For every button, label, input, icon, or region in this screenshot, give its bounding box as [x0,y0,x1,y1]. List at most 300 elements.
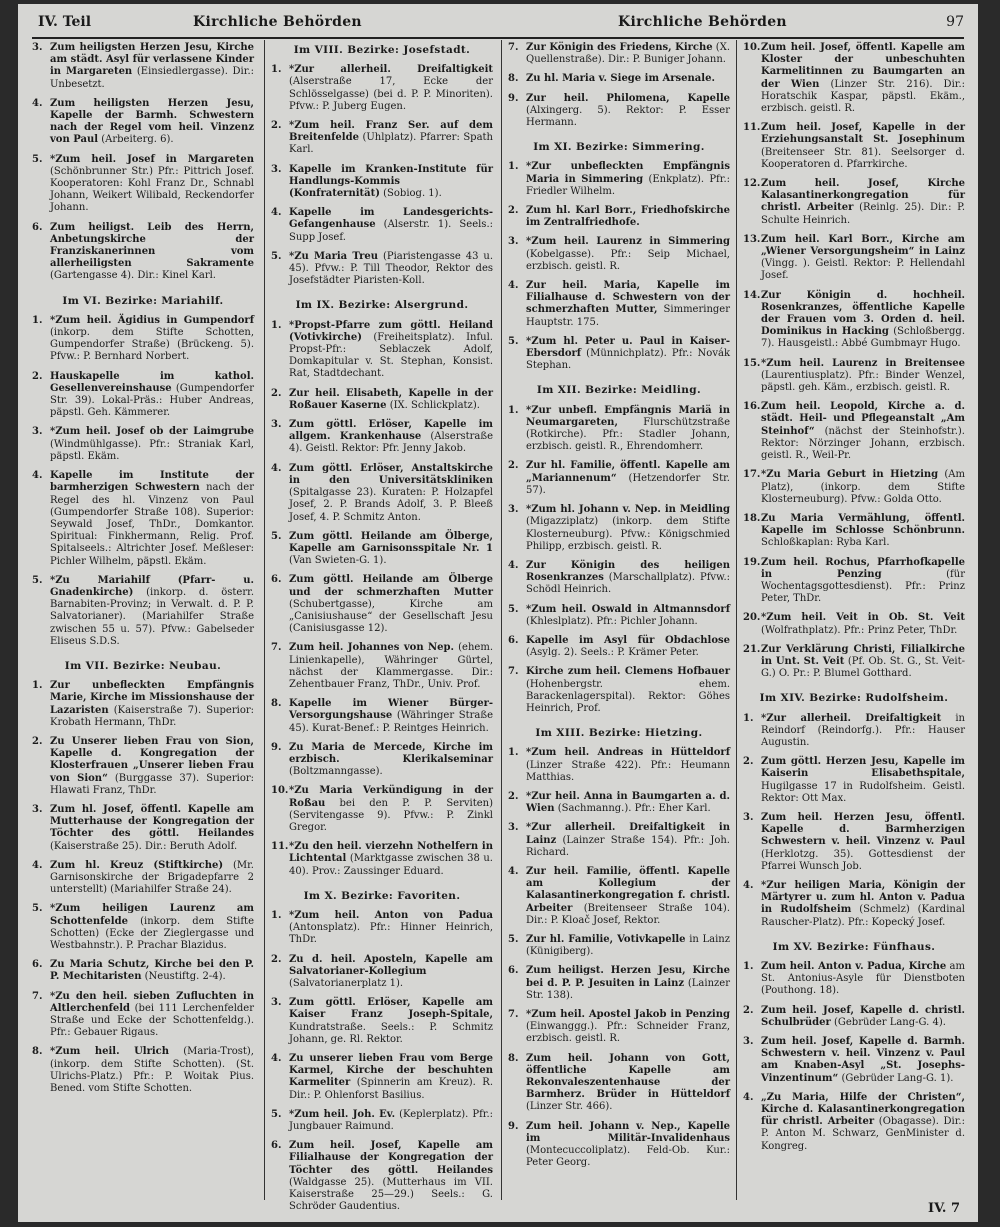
entry-name: *Zum heil. Laurenz in Breitensee [761,357,965,369]
entry-details: (Breitenseer Str. 81). Seelsorger d. Kooperatoren d. Pfarrkirche. [761,146,965,170]
entry-number: 3. [32,803,43,815]
entry-number: 7. [508,1009,519,1020]
entry-name: *Zum heil. Ägidius in Gumpendorf [50,314,254,326]
church-entry [743,1036,965,1085]
entry-number: 9. [508,92,519,104]
church-entry [271,1140,493,1213]
entry-name: *Zur heil. Anna in Baumgarten a. d. Wien [526,790,730,815]
entry-name: Zum heil. Josef, Kirche Kalasantinerkongregation für christl. Arbeiter [761,178,965,214]
entry-number: 3. [271,997,282,1009]
entry-details: (Migazziplatz) (inkorp. dem Stifte Klosterneuburg). Pfvw.: Königschmied Philipp, erzbisch. geistl. R. [526,516,730,552]
entry-name: *Zum heil. Oswald in Altmannsdorf [526,603,730,615]
entry-number: 5. [271,250,282,262]
entry-number: 6. [508,634,519,646]
entry-details: (Einsiedlergasse). Dir.: Unbesetzt. [50,66,254,90]
entry-number: 3. [32,426,43,438]
church-entry [743,557,965,606]
church-entry [743,401,965,462]
entry-number: 1. [508,404,519,416]
entry-name: Zur Königin des Friedens, Kirche [526,42,713,53]
entry-name: *Zur heiligen Maria, Königin der Märtyrer u. zum hl. Anton v. Padua in Rudolfsheim [761,879,965,916]
district-heading: Im IX. Bezirke: Alsergrund. [295,299,469,312]
entry-name: Zum heil. Josef, Kapelle in der Erziehungsanstalt St. Josephinum [761,122,965,146]
entry-name: Zum heiligsten Herzen Jesu, Kirche am städt. Asyl für verlassene Kinder in Margareten [50,42,254,78]
entry-details: (Herklotzg. 35). Gottesdienst der Pfarrei Wunsch Job. [761,848,965,872]
district-heading: Im XIV. Bezirke: Rudolfsheim. [759,692,949,705]
church-entry [508,791,730,815]
church-entry [508,666,730,715]
entry-number: 1. [508,747,519,759]
church-entry [508,460,730,497]
entry-name: Zum heil. Josef, öffentl. Kapelle am Kloster der unbeschuhten Karmelitinnen zu Baumgarten an der Wien [761,42,965,90]
entry-number: 1. [32,680,43,692]
church-entry [743,880,965,929]
entry-details: (bei 111 Lerchenfelder Straße und Ecke der Schottenfeldg.). Pfr.: Gebauer Rigaus. [50,1002,254,1039]
church-entry [508,1009,730,1046]
entry-number: 5. [508,933,519,945]
district-heading: Im X. Bezirke: Favoriten. [303,889,461,902]
entry-number: 2. [32,735,43,747]
church-entry [32,860,254,897]
entry-number: 5. [508,603,519,615]
entry-name: Zum göttl. Heilande am Ölberge und der schmerzhaften Mutter [289,574,493,598]
entry-name: Zum heil. Anton v. Padua, Kirche [761,961,947,972]
entry-name: *Zu den heil. vierzehn Nothelfern in Lichtental [289,841,493,865]
church-entry [743,812,965,873]
entry-name: Zum hl. Kreuz (Stiftkirche) [50,859,224,871]
entry-details: (Gumpendorfer Str. 39). Lokal-Präs.: Huber Andreas, päpstl. Geh. Kämmerer. [50,382,254,419]
entry-details: (inkorp. dem Stifte Schotten) (Ecke der Zieglergasse und Westbahnstr.). P. Prachar Blazidus. [50,915,254,951]
entry-number: 4. [743,1091,754,1103]
entry-details: (Maria-Trost), (inkorp. dem Stifte Schotten). (St. Ulrichs-Platz.) Pfr.: P. Woitak Pius. Bened. vom Stifte Schotten. [50,1046,254,1095]
district-heading: Im VII. Bezirke: Neubau. [64,659,222,672]
part-label: IV. Teil [38,14,92,30]
entry-number: 6. [32,959,43,971]
entry-details: (Waldgasse 25). (Mutterhaus im VII. Kaiserstraße 25—29.) Seels.: G. Schröder Gaudentius. [289,1176,493,1213]
entry-name: Zu unserer lieben Frau vom Berge Karmel, Kirche der beschuhten Karmeliter [289,1053,493,1089]
entry-name: *Zu Maria Treu [289,250,378,262]
entry-number: 5. [32,574,43,586]
column-4 [743,42,965,1192]
entry-details: (Kobelgasse). Pfr.: Seip Michael, erzbisch. geistl. R. [526,248,730,272]
column-divider [501,40,502,1200]
entry-number: 2. [743,756,754,768]
entry-details: (Wolfrathplatz). Pfr.: Prinz Peter, ThDr. [761,624,958,636]
entry-name: Zur Verklärung Christi, Filialkirche in Unt. St. Veit [761,643,965,667]
entry-name: „Zu Maria, Hilfe der Christen“, Kirche d. Kalasantinerkongregation für christl. Arbeiter [761,1091,965,1128]
entry-number: 5. [271,1108,282,1120]
church-entry [32,426,254,463]
church-entry [271,531,493,568]
entry-name: *Zum heil. Laurenz in Simmering [526,236,730,248]
entry-number: 19. [743,556,761,568]
church-entry [743,178,965,227]
entry-number: 4. [743,879,754,891]
church-entry [508,336,730,373]
entry-name: Kapelle im Landesgerichts-Gefangenhause [289,207,493,231]
district-heading: Im XIII. Bezirke: Hietzing. [535,727,703,740]
entry-name: *Zum heil. Joh. Ev. [289,1108,396,1120]
entry-details: (Linzer Str. 466). [526,1101,613,1113]
entry-name: Zu Maria Vermählung, öffentl. Kapelle im Schlosse Schönbrunn. [761,512,965,537]
church-entry [32,470,254,568]
entry-details: (Burggasse 37). Superior: Hlawati Franz, ThDr. [50,772,254,796]
church-entry [32,98,254,147]
header-title-left: Kirchliche Behörden [193,14,362,30]
entry-details: (Münnichplatz). Pfr.: Novák Stephan. [526,348,730,372]
entry-details: (Kaiserstraße 25). Dir.: Beruth Adolf. [50,840,238,852]
entry-details: (Reinlg. 25). Dir.: P. Schulte Heinrich. [761,202,965,226]
entry-number: 15. [743,357,761,369]
entry-name: Zum heil. Johannes von Nep. [289,642,455,654]
entry-name: Zum heil. Johann von Gott, öffentliche Kapelle am Rekonvaleszentenhause der Barmherz. Brüder in Hütteldorf [526,1052,730,1101]
entry-name: *Zum heil. Apostel Jakob in Penzing [526,1009,730,1020]
entry-number: 3. [743,1036,754,1048]
entry-details: (Schloßbergg. 7). Hausgeistl.: Abbé Gumbmayr Hugo. [761,326,965,350]
entry-name: Zur Königin des heiligen Rosenkranzes [526,559,730,584]
church-entry [271,207,493,244]
entry-name: *Zu den heil. sieben Zufluchten in Altlerchenfeld [50,990,254,1014]
entry-number: 8. [508,73,519,85]
church-entry [271,1053,493,1102]
entry-details: (Einwanggg.). Pfr.: Schneider Franz, erzbisch. geistl. R. [526,1021,730,1045]
column-divider [736,40,737,1200]
entry-number: 6. [32,221,43,233]
church-entry [508,747,730,784]
entry-name: Zu Maria Schutz, Kirche bei den P. P. Mechitaristen [50,959,254,983]
church-entry [32,680,254,729]
entry-details: Kundratstraße. Seels.: P. Schmitz Johann, ge. Rl. Rektor. [289,1021,493,1045]
church-entry [508,604,730,628]
entry-number: 12. [743,178,761,190]
district-heading: Im XII. Bezirke: Meidling. [536,384,702,397]
church-entry [32,42,254,91]
church-entry [743,358,965,395]
column-1 [32,42,254,1192]
church-entry [508,1053,730,1114]
entry-name: Zum heiligst. Leib des Herrn, Anbetungskirche der Franziskanerinnen vom allerheiligsten Sakramente [50,221,254,270]
district-heading: Im VI. Bezirke: Mariahilf. [62,294,224,307]
entry-details: in Reindorf (Reindorfg.). Pfr.: Hauser Augustin. [761,712,965,748]
entry-number: 1. [743,712,754,724]
church-entry [271,64,493,113]
entry-number: 5. [32,153,43,165]
entry-number: 9. [271,741,282,753]
entry-number: 3. [743,811,754,823]
church-entry [508,42,730,66]
entry-name: Zum heil. Josef, Kapelle d. christl. Schulbrüder [761,1004,965,1028]
church-entry [508,280,730,329]
entry-name: *Zum hl. Johann v. Nep. in Meidling [526,504,730,516]
entry-details: (Enkplatz). Pfr.: Friedler Wilhelm. [526,173,730,197]
entry-details: (Windmühlgasse). Pfr.: Straniak Karl, päpstl. Ekäm. [50,438,254,462]
entry-number: 21. [743,643,761,655]
church-entry [743,513,965,550]
entry-name: Zur heil. Philomena, Kapelle [526,92,730,104]
entry-name: Kapelle im Wiener Bürger-Versorgungshause [289,698,493,722]
entry-number: 2. [508,460,519,472]
entry-details: (Breitenseer Straße 104). Dir.: P. Kloač Josef, Rektor. [526,902,730,926]
running-header [18,10,978,36]
entry-number: 3. [32,42,43,53]
church-entry [32,959,254,983]
entry-number: 8. [508,1052,519,1064]
entry-details: (Salvatorianerplatz 1). [289,978,404,989]
church-entry [271,320,493,381]
entry-number: 4. [32,470,43,482]
entry-number: 14. [743,289,761,301]
entry-number: 2. [271,953,282,965]
entry-details: (Gartengasse 4). Dir.: Kinel Karl. [50,270,216,282]
entry-number: 5. [508,335,519,347]
entry-name: Zum göttl. Erlöser, Kapelle am Kaiser Franz Joseph-Spitale, [289,997,493,1021]
entry-details: (Keplerplatz). Pfr.: Jungbauer Raimund. [289,1108,494,1133]
header-title-right: Kirchliche Behörden [618,14,787,30]
church-entry [508,965,730,1002]
entry-name: *Zur unbefl. Empfängnis Mariä in Neumargareten, [526,404,730,428]
church-entry [32,903,254,952]
entry-number: 8. [271,698,282,710]
entry-details: (Pf. Ob. St. G., St. Veit-G.) O. Pr.: P. Blumel Gotthard. [761,655,965,680]
entry-name: *Zu Maria Verkündigung in der Roßau [289,785,493,809]
church-entry [271,574,493,635]
entry-number: 5. [271,530,282,542]
entry-number: 18. [743,512,761,524]
church-entry [743,612,965,636]
entry-number: 4. [508,559,519,571]
entry-name: *Zum heil. Josef in Margareten [50,153,254,165]
entry-number: 4. [32,97,43,109]
entry-details: (ehem. Linienkapelle), Währinger Gürtel, nächst der Klammergasse. Dir.: Zehentbauer Franz, ThDr., Univ. Prof. [289,642,493,690]
entry-name: Hauskapelle im kathol. Gesellenvereinshause [50,370,254,394]
church-entry [508,822,730,859]
entry-details: (nächst der Steinhofstr.). Rektor: Nörzinger Johann, erzbisch. geistl. R., Weil-Pr. [761,425,965,462]
entry-details: (Laurentiusplatz). Pfr.: Binder Wenzel, päpstl. geh. Käm., erzbisch. geistl. R. [761,369,965,394]
entry-name: Zum heil. Leopold, Kirche a. d. städt. Heil- und Pflegeanstalt „Am Steinhof“ [761,401,965,437]
church-entry [271,841,493,878]
church-entry [743,122,965,171]
entry-details: (Gebrüder Lang-G. 4). [834,1016,946,1028]
church-entry [271,251,493,288]
entry-details: (Spitalgasse 23). Kuraten: P. Holzapfel Josef, 2. P. Brands Adolf, 3. P. Bleeß Josef, 4. P. Schmitz Anton. [289,487,493,523]
entry-name: Zum heiligst. Herzen Jesu, Kirche bei d. P. P. Jesuiten in Lainz [526,965,730,989]
entry-name: *Zum hl. Peter u. Paul in Kaiser-Ebersdorf [526,335,730,360]
entry-details: (Lainzer Str. 138). [526,977,730,1001]
entry-details: (Boltzmanngasse). [289,766,383,778]
entry-name: Zum hl. Karl Borr., Friedhofskirche im Zentralfriedhofe. [526,205,730,229]
entry-details: (Marktgasse zwischen 38 u. 40). Prov.: Zaussinger Eduard. [289,853,493,877]
entry-details: Schloßkaplan: Ryba Karl. [761,537,890,549]
entry-number: 17. [743,469,761,481]
entry-number: 1. [508,161,519,173]
church-entry [508,504,730,553]
entry-name: *Zum heil. Ulrich [50,1046,170,1058]
entry-details: (Van Swieten-G. 1). [289,555,387,567]
church-entry [508,73,730,85]
entry-number: 9. [508,1120,519,1132]
entry-name: Zum heil. Josef, Kapelle d. Barmh. Schwestern v. heil. Vinzenz v. Paul am Knaben-Asyl „St. Josephs-Vinzentinum“ [761,1036,965,1084]
entry-name: Zum heil. Rochus, Pfarrhofkapelle in Penzing [761,556,965,580]
entry-number: 11. [743,122,761,134]
entry-number: 3. [508,236,519,248]
entry-name: *Zur allerheil. Dreifaltigkeit in Lainz [526,822,730,846]
church-entry [271,388,493,412]
entry-name: Zum göttl. Erlöser, Anstaltskirche in den Universitätskliniken [289,462,493,486]
church-entry [508,560,730,597]
entry-number: 2. [32,370,43,382]
entry-details: (Hohenbergstr. ehem. Barackenlagerspital). Rektor: Göhes Heinrich, Prof. [526,678,730,714]
church-entry [508,866,730,927]
church-entry [743,1092,965,1153]
entry-details: (für Wochentagsgottesdienst). Pfr.: Prinz Peter, ThDr. [761,568,965,605]
entry-number: 6. [271,574,282,586]
church-entry [508,934,730,958]
entry-details: (Montecuccoliplatz). Feld-Ob. Kur.: Peter Georg. [526,1145,730,1169]
entry-details: (Schmelz) (Kardinal Rauscher-Platz). Pfr.: Kopecký Josef. [761,904,965,928]
entry-details: (Hetzendorfer Str. 57). [526,472,730,496]
church-entry [32,371,254,420]
page-number: 97 [946,14,964,30]
entry-name: Zu d. heil. Aposteln, Kapelle am Salvatorianer-Kollegium [289,953,493,977]
church-entry [32,804,254,853]
church-entry [743,713,965,750]
entry-number: 6. [271,1140,282,1152]
entry-number: 4. [271,1053,282,1065]
district-heading: Im XV. Bezirke: Fünfhaus. [772,940,936,953]
entry-name: *Zu Maria Geburt in Hietzing [761,469,939,481]
entry-name: *Zum heil. Veit in Ob. St. Veit [761,612,965,624]
entry-details: am St. Antonius-Asyle für Dienstboten (Pouthong. 18). [761,961,965,997]
entry-details: (Schönbrunner Str.) Pfr.: Pittrich Josef. Kooperatoren: Kohl Franz Dr., Schnabl Johann, Weikert Wilibald, Reckendorfer Johann. [50,165,254,214]
church-entry [32,991,254,1040]
entry-number: 1. [32,314,43,326]
entry-details: Flurschützstraße (Rotkirche). Pfr.: Stadler Johann, erzbisch. geistl. R., Ehrendomherr. [526,416,730,453]
entry-name: *Zu Mariahilf (Pfarr- u. Gnadenkirche) [50,574,254,598]
entry-name: Zu Unserer lieben Frau von Sion, Kapelle d. Kongregation der Klosterfrauen „Unserer lieben Frau von Sion“ [50,735,254,784]
entry-details: nach der Regel des hl. Vinzenz von Paul (Gumpendorfer Straße 108). Superior: Seywald Josef, ThDr., Domkantor. Spiritual: Finkhermann, Relig. Prof. Spitalseels.: Altrichter Josef. Meßleser: Pichler Wilhelm, päpstl. Ekäm. [50,482,254,567]
entry-details: (Mr. Garnisonskirche der Brigadepfarre 2 unterstellt) (Mariahilfer Straße 24). [50,859,254,896]
entry-number: 3. [508,822,519,834]
entry-number: 13. [743,233,761,245]
entry-name: Zur heil. Familie, öffentl. Kapelle am Kollegium der Kalasantinerkongregation f. christl. Arbeiter [526,865,730,914]
entry-name: Zu hl. Maria v. Siege im Arsenale. [526,73,715,85]
entry-name: Zur heil. Maria, Kapelle im Filialhause d. Schwestern von der schmerzhaften Mutter, [526,280,730,316]
entry-number: 2. [508,205,519,217]
entry-number: 11. [271,841,289,853]
column-2 [271,42,494,1213]
entry-number: 4. [271,462,282,474]
entry-number: 16. [743,401,761,413]
entry-details: bei den P. P. Serviten) (Servitengasse 9). Pfvw.: P. Zinkl Gregor. [289,797,493,833]
entry-details: (Kaiserstraße 7). Superior: Krobath Hermann, ThDr. [50,704,254,728]
entry-details: in Lainz (Künigiberg). [526,933,730,958]
entry-number: 4. [508,865,519,877]
entry-name: Kapelle im Kranken-Institute für Handlungs-Kommis (Konfraternität) [289,163,493,200]
entry-details: (Antonsplatz). Pfr.: Hinner Heinrich, ThDr. [289,922,493,946]
church-entry [32,1046,254,1095]
header-rule [32,37,964,39]
church-entry [271,785,493,834]
entry-details: (Khleslplatz). Pfr.: Pichler Johann. [526,615,698,627]
entry-details: (Gebrüder Lang-G. 1). [841,1072,954,1084]
entry-number: 4. [32,859,43,871]
entry-number: 4. [508,280,519,292]
entry-name: Zum göttl. Heilande am Ölberge, Kapelle am Garnisonsspitale Nr. 1 [289,530,493,554]
entry-number: 2. [743,1004,754,1016]
entry-details: (Linzer Str. 216). Dir.: Horatschik Kaspar, päpstl. Ekäm., erzbisch. geistl. R. [761,78,966,115]
entry-name: *Zur allerheil. Dreifaltigkeit [289,64,493,76]
entry-name: Kapelle im Asyl für Obdachlose [526,634,730,646]
entry-number: 2. [508,790,519,802]
church-entry [271,997,493,1046]
entry-details: (Sobiog. 1). [383,188,442,200]
district-heading: Im VIII. Bezirke: Josefstadt. [293,44,471,56]
entry-details: (Am Platz), (inkorp. dem Stifte Klosterneuburg). Pfvw.: Golda Otto. [761,469,965,505]
entry-name: *Zum heil. Franz Ser. auf dem Breitenfelde [289,120,493,144]
entry-name: Zur unbefleckten Empfängnis Marie, Kirche im Missionshause der Lazaristen [50,680,254,716]
entry-details: (Neustiftg. 2-4). [144,971,226,983]
entry-number: 1. [271,64,282,76]
entry-name: Kirche zum heil. Clemens Hofbauer [526,666,730,678]
entry-name: Zur hl. Familie, Votivkapelle [526,933,686,945]
entry-details: (Alserstraße 17, Ecke der Schlösselgasse) (bei d. P. P. Minoriten). Pfvw.: P. Juberg Eugen. [289,76,493,112]
entry-name: Zum heiligsten Herzen Jesu, Kapelle der Barmh. Schwestern nach der Regel vom heil. Vinzenz von Paul [50,97,254,146]
church-entry [32,736,254,797]
entry-details: (Linzer Straße 422). Pfr.: Heumann Matthias. [526,759,730,783]
entry-details: (Alserstraße 4). Geistl. Rektor: Pfr. Jenny Jakob. [289,431,493,455]
entry-number: 10. [271,785,289,797]
entry-number: 1. [271,319,282,331]
entry-details: (Alxingerg. 5). Rektor: P. Esser Hermann. [526,104,730,129]
church-entry [743,1005,965,1029]
church-entry [271,120,493,157]
church-entry [508,236,730,273]
entry-details: (Asylg. 2). Seels.: P. Krämer Peter. [526,647,699,659]
entry-name: Zum göttl. Erlöser, Kapelle im allgem. Krankenhause [289,419,493,443]
church-entry [743,961,965,998]
entry-name: Zur heil. Elisabeth, Kapelle in der Roßauer Kaserne [289,387,493,411]
church-entry [271,954,493,991]
church-entry [743,234,965,283]
church-entry [743,290,965,351]
entry-name: Kapelle im Institute der barmherzigen Schwestern [50,470,254,494]
church-entry [271,419,493,456]
entry-details: (inkorp. dem Stifte Schotten, Gumpendorfer Straße) (Brückeng. 5). Pfvw.: P. Bernhard Norbert. [50,327,254,363]
entry-name: *Zum heil. Josef ob der Laimgrube [50,426,254,438]
entry-name: *Zur unbefleckten Empfängnis Maria in Simmering [526,161,730,185]
church-entry [271,1109,493,1133]
church-entry [32,222,254,283]
church-entry [508,93,730,130]
entry-details: (Arbeiterg. 6). [101,134,174,146]
entry-name: *Propst-Pfarre zum göttl. Heiland (Votivkirche) [289,319,493,343]
entry-number: 1. [743,961,754,972]
entry-name: Zum heil. Karl Borr., Kirche am „Wiener Versorgungsheim“ in Lainz [761,233,965,258]
church-entry [271,698,493,735]
entry-name: Zum heil. Josef, Kapelle am Filialhause der Kongregation der Töchter des göttl. Heilandes [289,1140,493,1176]
entry-details: (Alserstr. 1). Seels.: Supp Josef. [289,219,493,243]
entry-number: 7. [508,42,519,53]
church-entry [743,644,965,681]
district-heading: Im XI. Bezirke: Simmering. [533,141,705,154]
entry-number: 6. [508,965,519,977]
entry-details: (X. Quellenstraße). Dir.: P. Buniger Johann. [526,42,730,66]
entry-number: 10. [743,42,761,53]
entry-name: *Zum heil. Anton von Padua [289,909,493,921]
entry-number: 20. [743,612,761,624]
entry-name: *Zum heiligen Laurenz am Schottenfelde [50,903,254,927]
entry-details: (Vingg. ). Geistl. Rektor: P. Hellendahl Josef. [761,258,965,282]
